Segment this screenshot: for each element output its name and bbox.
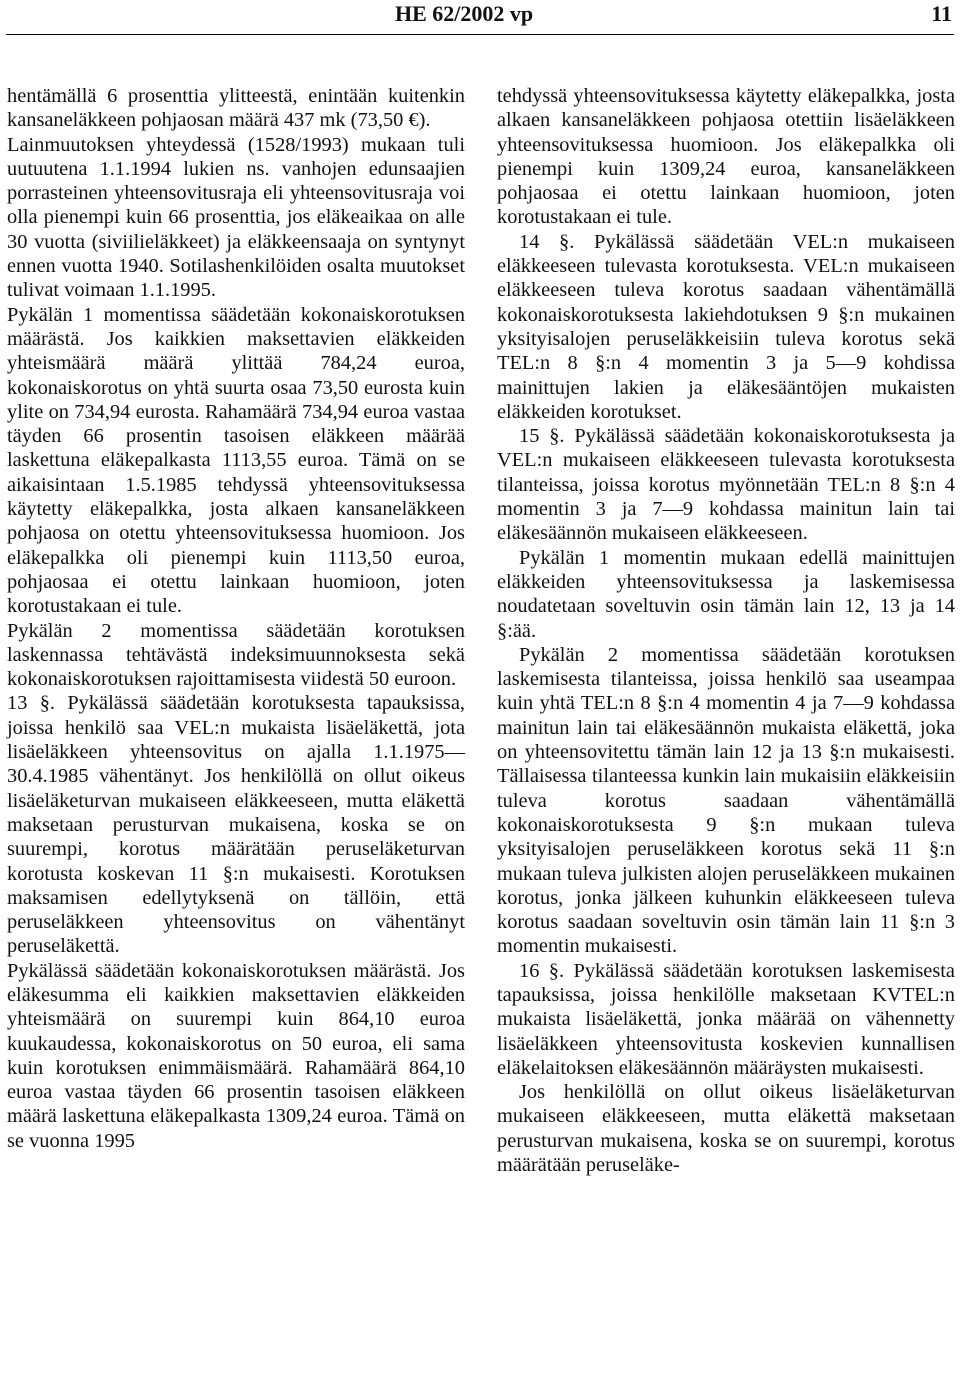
paragraph: 15 §. Pykälässä säädetään kokonaiskorotuksesta ja VEL:n mukaiseen eläkkeeseen tulevasta korotuksesta tilanteissa, joissa korotus myönnetään TEL:n 8 §:n 4 momentin 3 ja 7—9 kohdassa mainitun lain tai eläkesäännön mukaiseen eläkkeeseen. — [497, 425, 955, 545]
paragraph: 13 §. Pykälässä säädetään korotuksesta tapauksissa, joissa henkilö saa VEL:n mukaista lisäeläkettä, jota lisäeläkkeen yhteensovitus on ajalla 1.1.1975—30.4.1985 vähentänyt. Jos henkilöllä on ollut oikeus lisäeläketurvan mukaiseen eläkkeeseen, mutta eläkettä maksetaan perusturvan mukaisena, koska se on suurempi, korotus määrätään peruseläketurvan korotusta koskevan 11 §:n mukaisesti. Korotuksen maksamisen edellytyksenä on tällöin, että peruseläkkeen yhteensovitus on vähentänyt peruseläkettä. — [7, 692, 465, 958]
paragraph: Jos henkilöllä on ollut oikeus lisäeläketurvan mukaiseen eläkkeeseen, mutta eläkettä maksetaan perusturvan mukaisena, koska se on suurempi, korotus määrätään peruseläke- — [497, 1081, 955, 1177]
left-column — [7, 84, 465, 1153]
paragraph: hentämällä 6 prosenttia ylitteestä, enintään kuitenkin kansaneläkkeen pohjaosan määrä 437 mk (73,50 €). — [7, 85, 465, 132]
paragraph: Pykälässä säädetään kokonaiskorotuksen määrästä. Jos eläkesumma eli kaikkien maksettavien eläkkeiden yhteismäärä on suurempi kuin 864,10 euroa kuukaudessa, kokonaiskorotus on 50 euroa, eli sama kuin korotuksen enimmäismäärä. Rahamäärä 864,10 euroa vastaa täyden 66 prosentin tasoisen eläkkeen määrä laskettuna eläkepalkasta 1309,24 euroa. Tämä on se vuonna 1995 — [7, 959, 465, 1152]
paragraph: 14 §. Pykälässä säädetään VEL:n mukaiseen eläkkeeseen tulevasta korotuksesta. VEL:n mukaiseen eläkkeeseen tuleva korotus saadaan vähentämällä kokonaiskorotuksesta lakiehdotuksen 9 §:n mukainen yksityisalojen peruseläkkeisiin tuleva korotus sekä TEL:n 8 §:n 4 momentin 3 ja 5—9 kohdissa mainittujen lakien ja eläkesääntöjen mukaisten eläkkeiden korotukset. — [497, 230, 955, 423]
paragraph: Pykälän 2 momentissa säädetään korotuksen laskennassa tehtävästä indeksimuunnoksesta sekä kokonaiskorotuksen rajoittamisesta viidestä 50 euroon. — [7, 619, 465, 691]
paragraph: tehdyssä yhteensovituksessa käytetty eläkepalkka, josta alkaen kansaneläkkeen pohjaosa otettiin lisäeläkkeen yhteensovituksessa huomioon. Jos eläkepalkka oli pienempi kuin 1309,24 euroa, kansaneläkkeen pohjaosaa ei otettu lainkaan huomioon, joten korotustakaan ei tule. — [497, 85, 955, 229]
paragraph: Pykälän 2 momentissa säädetään korotuksen laskemisesta tilanteissa, joissa henkilö saa useampaa kuin yhtä TEL:n 8 §:n 4 momentin 4 ja 7—9 kohdassa mainitun lain tai eläkesäännön mukaista eläkettä, joka on yhteensovitettu tämän lain 12 ja 13 §:n mukaisesti. Tällaisessa tilanteessa kunkin lain mukaisiin eläkkeisiin tuleva korotus saadaan vähentämällä kokonaiskorotuksesta 9 §:n mukaan tuleva yksityisalojen peruseläkkeen korotus sekä 11 §:n mukaan tuleva julkisten alojen peruseläkkeen mukainen korotus, jonka jälkeen kuhunkin eläkkeeseen tuleva korotus saadaan soveltuvin osin tämän lain 11 §:n 3 momentin mukaisesti. — [497, 643, 955, 958]
page-number: 11 — [931, 1, 952, 26]
paragraph: 16 §. Pykälässä säädetään korotuksen laskemisesta tapauksissa, joissa henkilölle maksetaan KVTEL:n mukaista lisäeläkettä, jonka määrää on vähennetty lisäeläkkeen yhteensovitusta koskevien kunnallisen eläkelaitoksen eläkesäännön määräysten mukaisesti. — [497, 959, 955, 1079]
paragraph: Lainmuutoksen yhteydessä (1528/1993) mukaan tuli uutuutena 1.1.1994 lukien ns. vanhojen edunsaajien porrasteinen yhteensovitusraja eli yhteensovitusraja voi olla pienempi kuin 66 prosenttia, jos eläkeaikaa on alle 30 vuotta (siviilieläkkeet) ja eläkkeensaaja on syntynyt ennen vuotta 1940. Sotilashenkilöiden osalta muutokset tulivat voimaan 1.1.1995. — [7, 133, 465, 302]
paragraph: Pykälän 1 momentissa säädetään kokonaiskorotuksen määrästä. Jos kaikkien maksettavien eläkkeiden yhteismäärä määrä ylittää 784,24 euroa, kokonaiskorotus on yhtä suurta osaa 73,50 eurosta kuin ylite on 734,94 eurosta. Rahamäärä 734,94 euroa vastaa täyden 66 prosentin tasoisen eläkkeen määrää laskettuna eläkepalkasta 1113,55 euroa. Tämä on se aikaisintaan 1.5.1985 tehdyssä yhteensovituksessa käytetty eläkepalkka, josta alkaen kansaneläkkeen pohjaosa on otettu yhteensovituksessa huomioon. Jos eläkepalkka oli pienempi kuin 1113,50 euroa, pohjaosaa ei otettu lainkaan huomioon, joten korotustakaan ei tule. — [7, 303, 465, 618]
header-rule — [6, 34, 954, 35]
page-header — [0, 0, 960, 36]
right-column — [497, 84, 955, 1177]
document-title: HE 62/2002 vp — [395, 1, 534, 26]
paragraph: Pykälän 1 momentin mukaan edellä mainittujen eläkkeiden yhteensovituksessa ja laskemisessa noudatetaan soveltuvin osin tämän lain 12, 13 ja 14 §:ää. — [497, 546, 955, 642]
